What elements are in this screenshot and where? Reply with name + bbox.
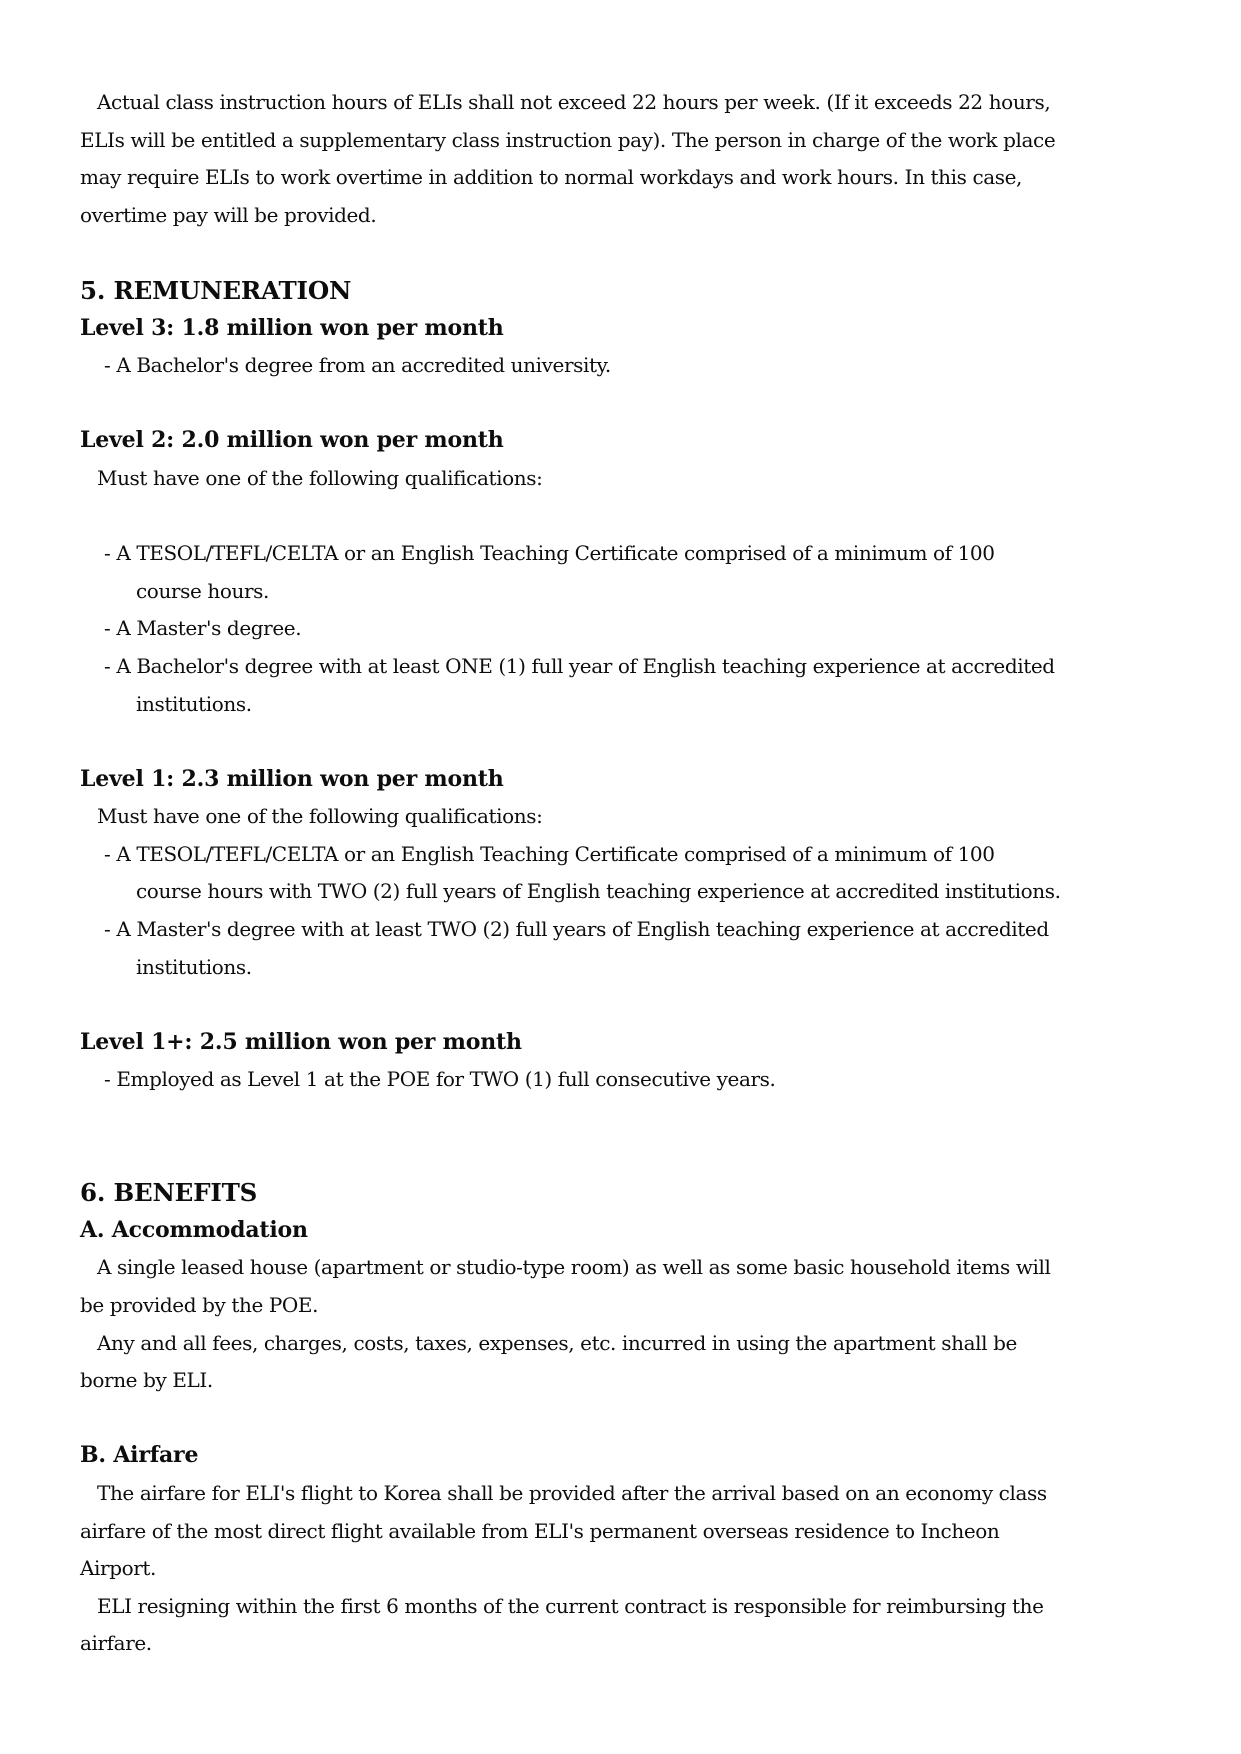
level-2-item-tesol-line: course hours. [136,578,269,603]
accommodation-paragraph-1-line: be provided by the POE. [80,1293,319,1317]
level-2-item-masters [80,610,1181,648]
level-2-item-bachelors-experience [80,648,1181,723]
level-1-lead [80,798,1181,836]
section-5-remuneration-heading [80,272,1181,310]
level-3-item-bachelors-line: - A Bachelor's degree from an accredited university. [104,353,611,378]
level-1-heading [80,761,1181,799]
accommodation-paragraph-1 [80,1249,1181,1324]
airfare-heading [80,1437,1181,1475]
level-2-item-masters-line: - A Master's degree. [104,616,302,641]
level-3-heading [80,310,1181,348]
level-2-heading [80,422,1181,460]
level-1plus-item-employed [80,1061,1181,1099]
level-1plus-heading [80,1024,1181,1062]
accommodation-paragraph-2 [80,1325,1181,1400]
level-1plus-heading-line: Level 1+: 2.5 million won per month [80,1028,522,1055]
intro-paragraph-line: may require ELIs to work overtime in addition to normal workdays and work hours. In this case, [80,165,1023,190]
airfare-paragraph-1-line: The airfare for ELI's flight to Korea shall be provided after the arrival based on an economy class [97,1480,1047,1505]
level-2-item-bachelors-experience-line: institutions. [136,691,252,716]
level-1-item-masters-experience [80,911,1181,986]
level-1-item-masters-experience-line: - A Master's degree with at least TWO (2) full years of English teaching experience at accredited [104,917,1049,942]
airfare-paragraph-1-line: airfare of the most direct flight available from ELI's permanent overseas residence to Incheon [80,1518,1000,1543]
level-2-lead-line: Must have one of the following qualifications: [97,465,543,490]
level-3-heading-line: Level 3: 1.8 million won per month [80,314,504,341]
airfare-paragraph-1-line: Airport. [80,1556,156,1581]
intro-paragraph-line: overtime pay will be provided. [80,202,377,227]
level-1-item-tesol [80,836,1181,911]
section-5-remuneration-heading-line: 5. REMUNERATION [80,275,352,305]
level-1-item-masters-experience-line: institutions. [136,954,252,979]
level-2-item-tesol-line: - A TESOL/TEFL/CELTA or an English Teaching Certificate comprised of a minimum of 100 [104,541,995,566]
accommodation-paragraph-1-line: A single leased house (apartment or studio-type room) as well as some basic household items will [97,1255,1051,1280]
level-1-heading-line: Level 1: 2.3 million won per month [80,765,504,792]
level-1-lead-line: Must have one of the following qualifications: [97,804,543,829]
level-2-item-bachelors-experience-line: - A Bachelor's degree with at least ONE (1) full year of English teaching experience at accredited [104,653,1055,678]
airfare-paragraph-2-line: airfare. [80,1631,152,1656]
accommodation-paragraph-2-line: borne by ELI. [80,1368,213,1393]
intro-paragraph-line: ELIs will be entitled a supplementary class instruction pay). The person in charge of the work place [80,127,1056,152]
level-2-item-tesol [80,535,1181,610]
airfare-paragraph-2 [80,1588,1181,1663]
accommodation-heading [80,1212,1181,1250]
accommodation-heading-line: A. Accommodation [80,1216,308,1243]
airfare-paragraph-2-line: ELI resigning within the first 6 months of the current contract is responsible for reimbursing the [97,1593,1044,1618]
level-2-lead [80,460,1181,498]
section-6-benefits-heading-line: 6. BENEFITS [80,1178,258,1208]
document-body [80,84,1181,1663]
accommodation-paragraph-2-line: Any and all fees, charges, costs, taxes, expenses, etc. incurred in using the apartment shall be [97,1330,1017,1355]
intro-paragraph-line: Actual class instruction hours of ELIs shall not exceed 22 hours per week. (If it exceeds 22 hours, [97,90,1051,114]
level-3-item-bachelors [80,347,1181,385]
intro-paragraph [80,84,1181,234]
level-1plus-item-employed-line: - Employed as Level 1 at the POE for TWO (1) full consecutive years. [104,1067,776,1092]
airfare-paragraph-1 [80,1475,1181,1588]
level-1-item-tesol-line: course hours with TWO (2) full years of English teaching experience at accredited institutions. [136,879,1061,904]
level-2-heading-line: Level 2: 2.0 million won per month [80,427,504,454]
airfare-heading-line: B. Airfare [80,1442,199,1469]
level-1-item-tesol-line: - A TESOL/TEFL/CELTA or an English Teaching Certificate comprised of a minimum of 100 [104,841,995,866]
section-6-benefits-heading [80,1174,1181,1212]
